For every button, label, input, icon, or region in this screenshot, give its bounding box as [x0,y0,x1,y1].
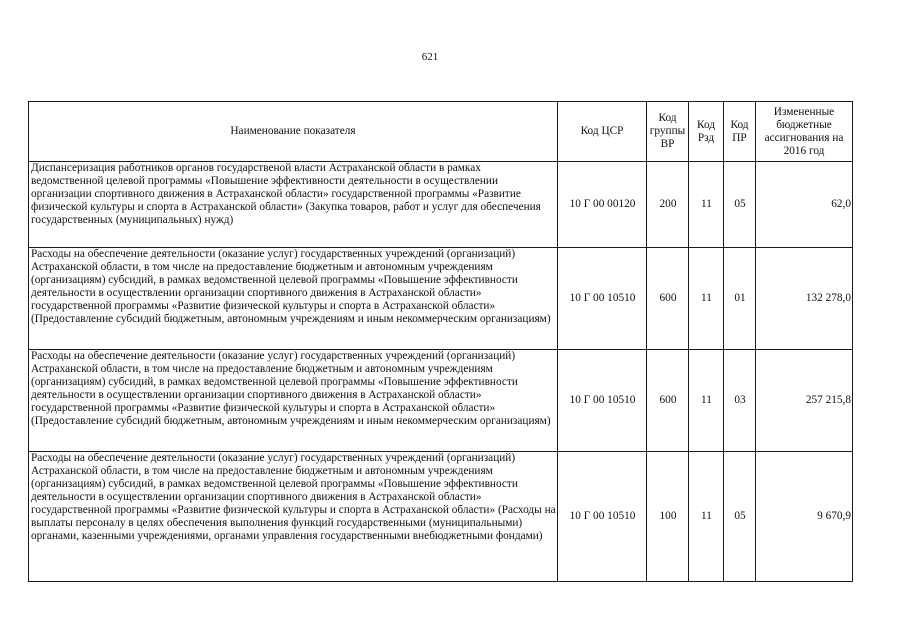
row-csr-code: 10 Г 00 10510 [558,350,647,452]
row-rzd-code: 11 [689,350,724,452]
row-csr-code: 10 Г 00 10510 [558,248,647,350]
row-name: Расходы на обеспечение деятельности (оказание услуг) государственных учреждений (организаций) Астраханской области, в том числе на предоставление бюджетным и автономным учреждениям (организациям) субсидий, в рамках ведомственной целевой программы «Повышение эффективности деятельности в осуществлении организации спортивного движения в Астраханской области» государственной программы «Развитие физической культуры и спорта в Астраханской области» (Предоставление субсидий бюджетным, автономным учреждениям и иным некоммерческим организациям) [29,248,558,350]
row-name: Расходы на обеспечение деятельности (оказание услуг) государственных учреждений (организаций) Астраханской области, в том числе на предоставление бюджетным и автономным учреждениям (организациям) субсидий, в рамках ведомственной целевой программы «Повышение эффективности деятельности в осуществлении организации спортивного движения в Астраханской области» государственной программы «Развитие физической культуры и спорта в Астраханской области» (Расходы на выплаты персоналу в целях обеспечения выполнения функций государственными (муниципальными) органами, казенными учреждениями, органами управления государственными внебюджетными фондами) [29,452,558,582]
header-amount: Измененные бюджетные ассигнования на 2016 год [756,102,853,162]
table-row [29,162,853,248]
table-row [29,452,853,582]
row-csr-code: 10 Г 00 10510 [558,452,647,582]
page-number: 621 [421,51,439,63]
row-vr-code: 100 [647,452,689,582]
table-header-row [29,102,853,162]
header-csr-code: Код ЦСР [558,102,647,162]
header-name: Наименование показателя [29,102,558,162]
table-row [29,350,853,452]
row-vr-code: 600 [647,248,689,350]
header-vr-code: Код группы ВР [647,102,689,162]
header-rzd-code: Код Рзд [689,102,724,162]
row-amount: 9 670,9 [756,452,853,582]
row-pr-code: 05 [724,162,756,248]
row-csr-code: 10 Г 00 00120 [558,162,647,248]
row-amount: 132 278,0 [756,248,853,350]
row-rzd-code: 11 [689,162,724,248]
row-rzd-code: 11 [689,452,724,582]
table-row [29,248,853,350]
row-amount: 257 215,8 [756,350,853,452]
row-pr-code: 01 [724,248,756,350]
row-vr-code: 200 [647,162,689,248]
row-pr-code: 05 [724,452,756,582]
row-vr-code: 600 [647,350,689,452]
row-pr-code: 03 [724,350,756,452]
row-name: Диспансеризация работников органов государственой власти Астраханской области в рамках ведомственной целевой программы «Повышение эффективности деятельности в осуществлении организации спортивного движения в Астраханской области» государственной программы «Развитие физической культуры и спорта в Астраханской области» (Закупка товаров, работ и услуг для обеспечения государственных (муниципальных) нужд) [29,162,558,248]
row-amount: 62,0 [756,162,853,248]
header-pr-code: Код ПР [724,102,756,162]
row-name: Расходы на обеспечение деятельности (оказание услуг) государственных учреждений (организаций) Астраханской области, в том числе на предоставление бюджетным и автономным учреждениям (организациям) субсидий, в рамках ведомственной целевой программы «Повышение эффективности деятельности в осуществлении организации спортивного движения в Астраханской области» государственной программы «Развитие физической культуры и спорта в Астраханской области» (Предоставление субсидий бюджетным, автономным учреждениям и иным некоммерческим организациям) [29,350,558,452]
budget-table [28,101,853,582]
row-rzd-code: 11 [689,248,724,350]
